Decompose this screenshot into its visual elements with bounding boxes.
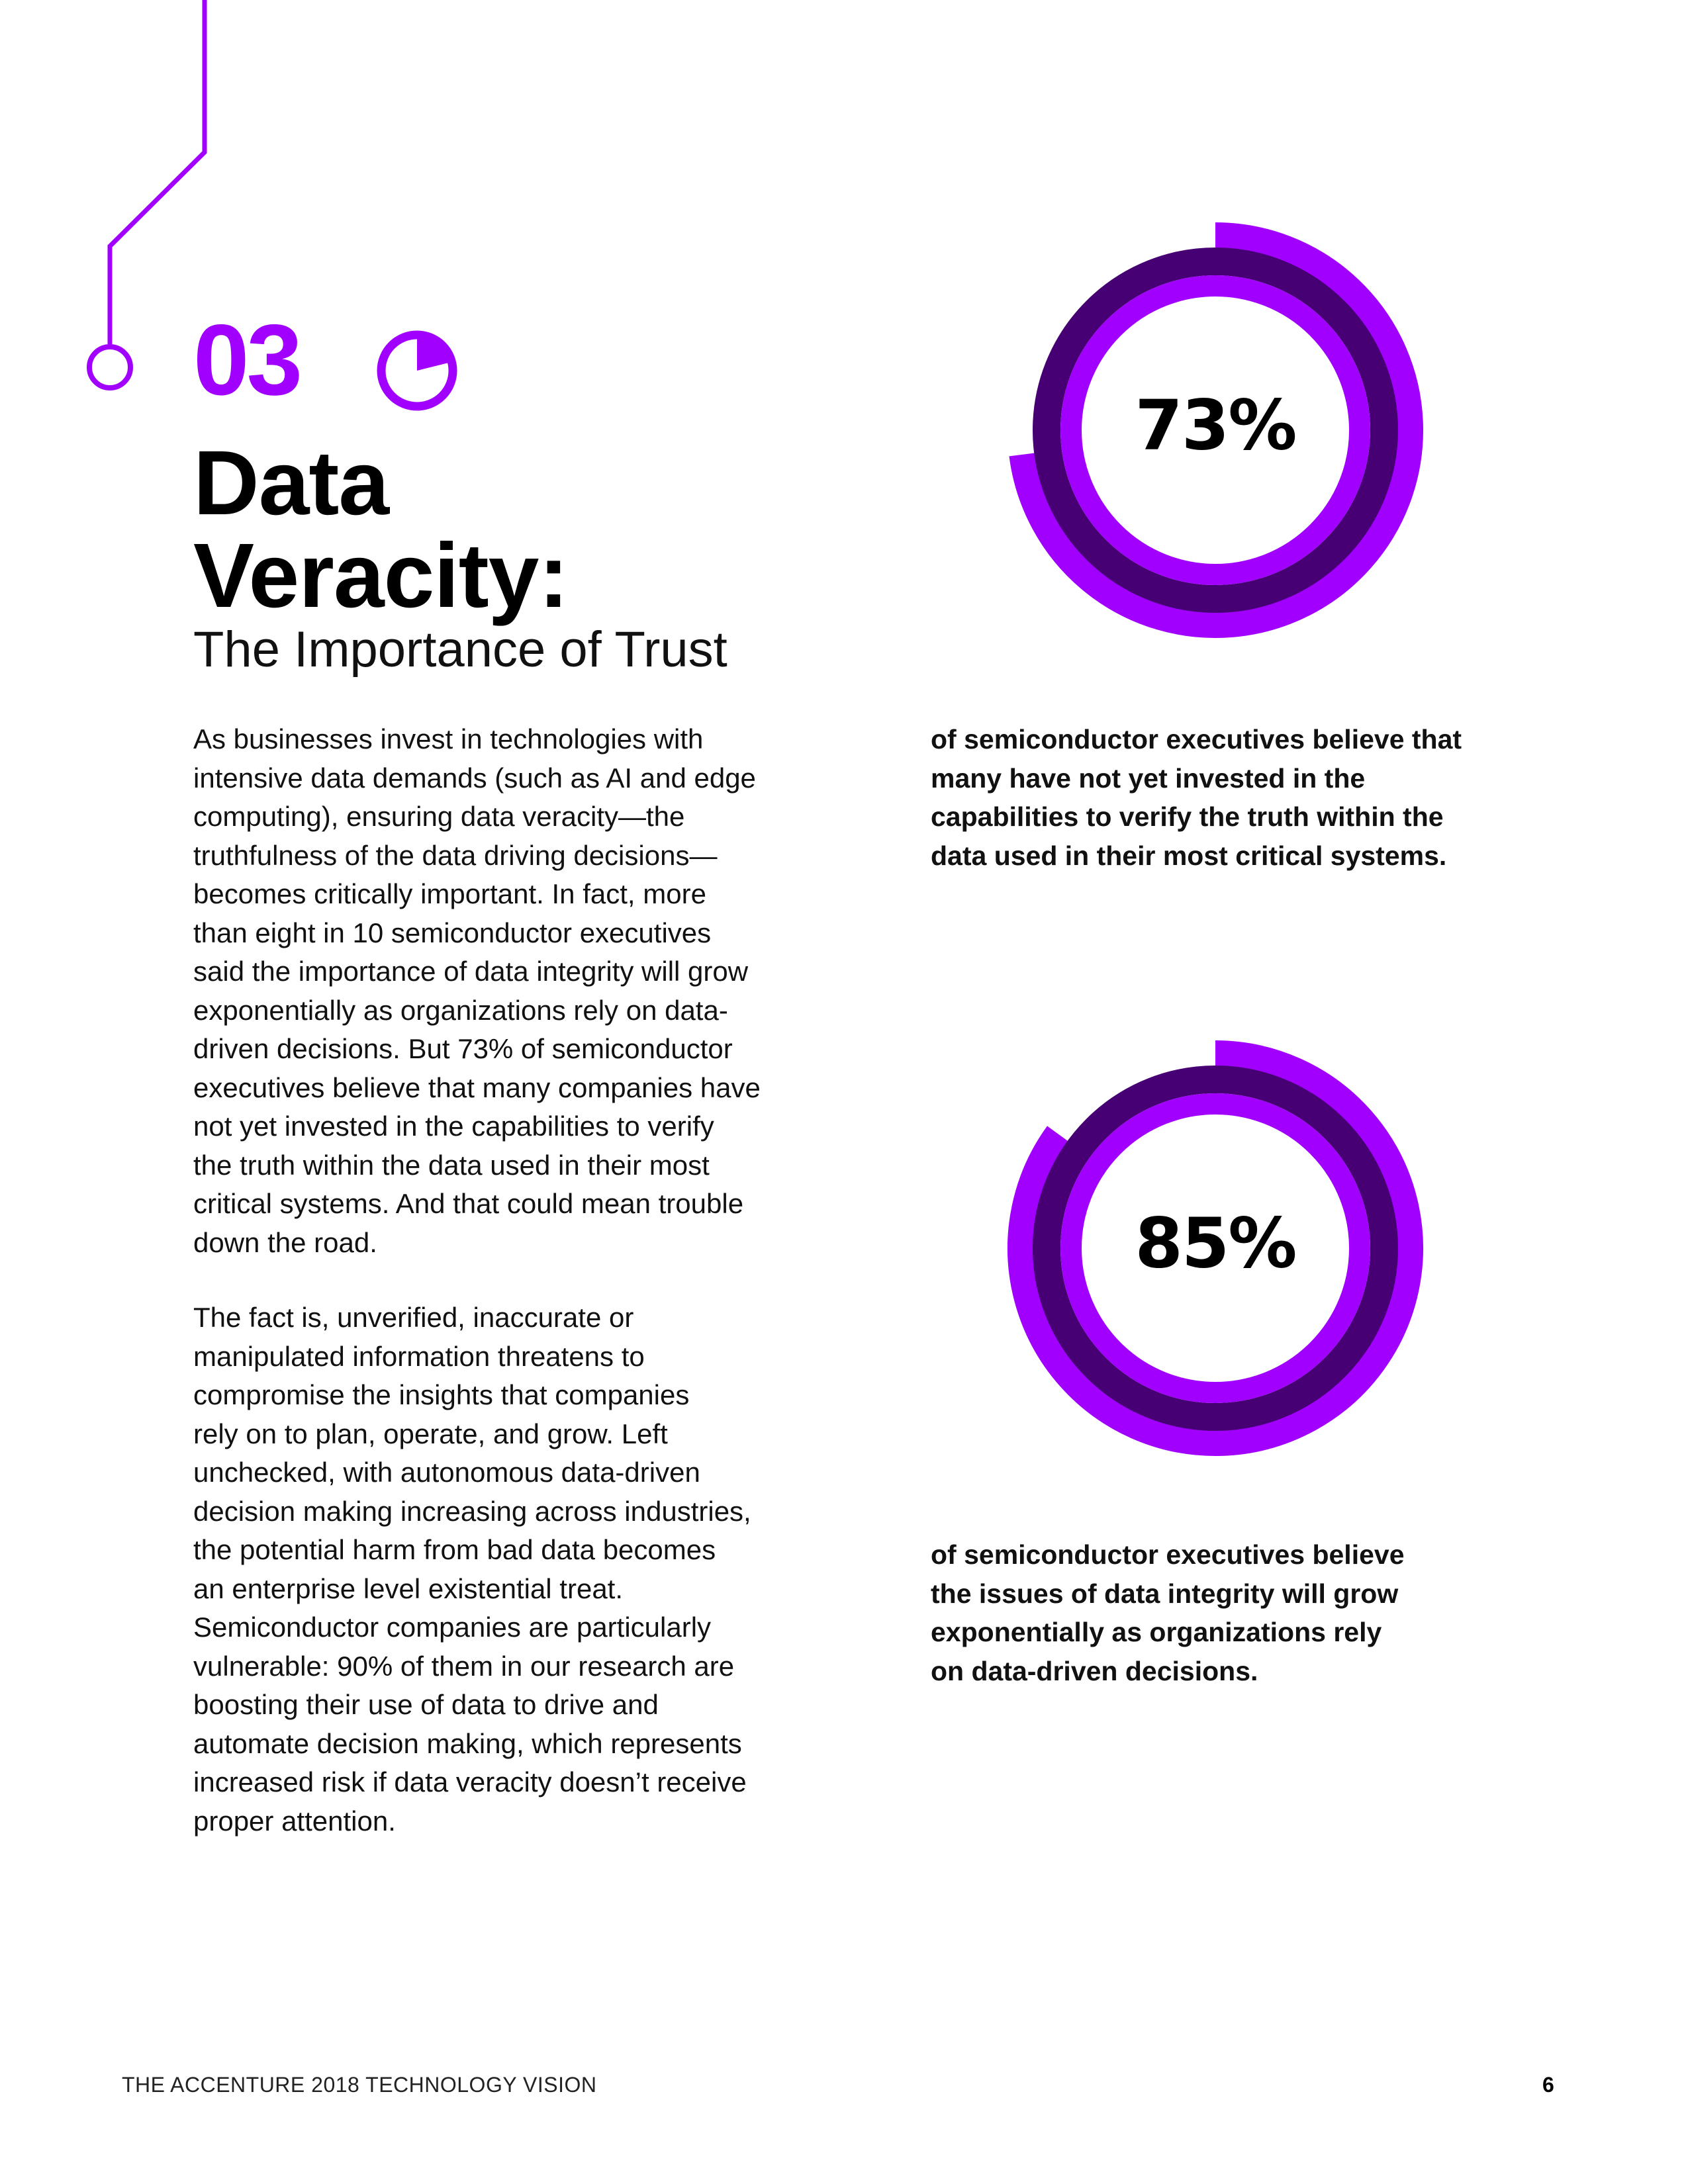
ring-percent-label: 85% [1135, 1203, 1296, 1284]
stat-caption-1: of semiconductor executives believe that many have not yet invested in the capabilities to verify the truth within the data used in their most critical systems. [931, 724, 1462, 871]
stat-ring-chart-73 [990, 205, 1440, 655]
page-title [193, 432, 789, 627]
section-number: 03 [193, 304, 301, 416]
title-line-1: Data [193, 432, 389, 534]
title-line-2: Veracity: [193, 525, 569, 627]
page-number: 6 [1542, 2073, 1554, 2097]
ring-percent-label: 73% [1135, 385, 1296, 466]
footer-publication-title: THE ACCENTURE 2018 TECHNOLOGY VISION [122, 2073, 597, 2097]
pie-clock-icon [371, 324, 463, 417]
stat-ring-chart-85 [990, 1023, 1440, 1473]
stat-caption-2: of semiconductor executives believe the issues of data integrity will grow exponentially as organizations rely on data-driven decisions. [931, 1539, 1405, 1686]
body-paragraph-2: The fact is, unverified, inaccurate or manipulated information threatens to compromise the insights that companies rely on to plan, operate, and grow. Left unchecked, with autonomous data-driven decision making increasing across industries, the potential harm from bad data becomes an enterprise level existential treat. Semiconductor companies are particularly vulnerable: 90% of them in our research are boosting their use of data to drive and automate decision making, which represents increased risk if data veracity doesn’t receive proper attention. [193, 1302, 751, 1837]
body-paragraph-1: As businesses invest in technologies with intensive data demands (such as AI and edge computing), ensuring data veracity—the truthfulness of the data driving decisions— becomes critically important. In fact, more than eight in 10 semiconductor executives said the importance of data integrity will grow exponentially as organizations rely on data- driven decisions. But 73% of semiconductor executives believe that many companies have not yet invested in the capabilities to verify the truth within the data used in their most critical systems. And that could mean trouble down the road. [193, 723, 761, 1258]
page-subtitle: The Importance of Trust [193, 621, 727, 678]
